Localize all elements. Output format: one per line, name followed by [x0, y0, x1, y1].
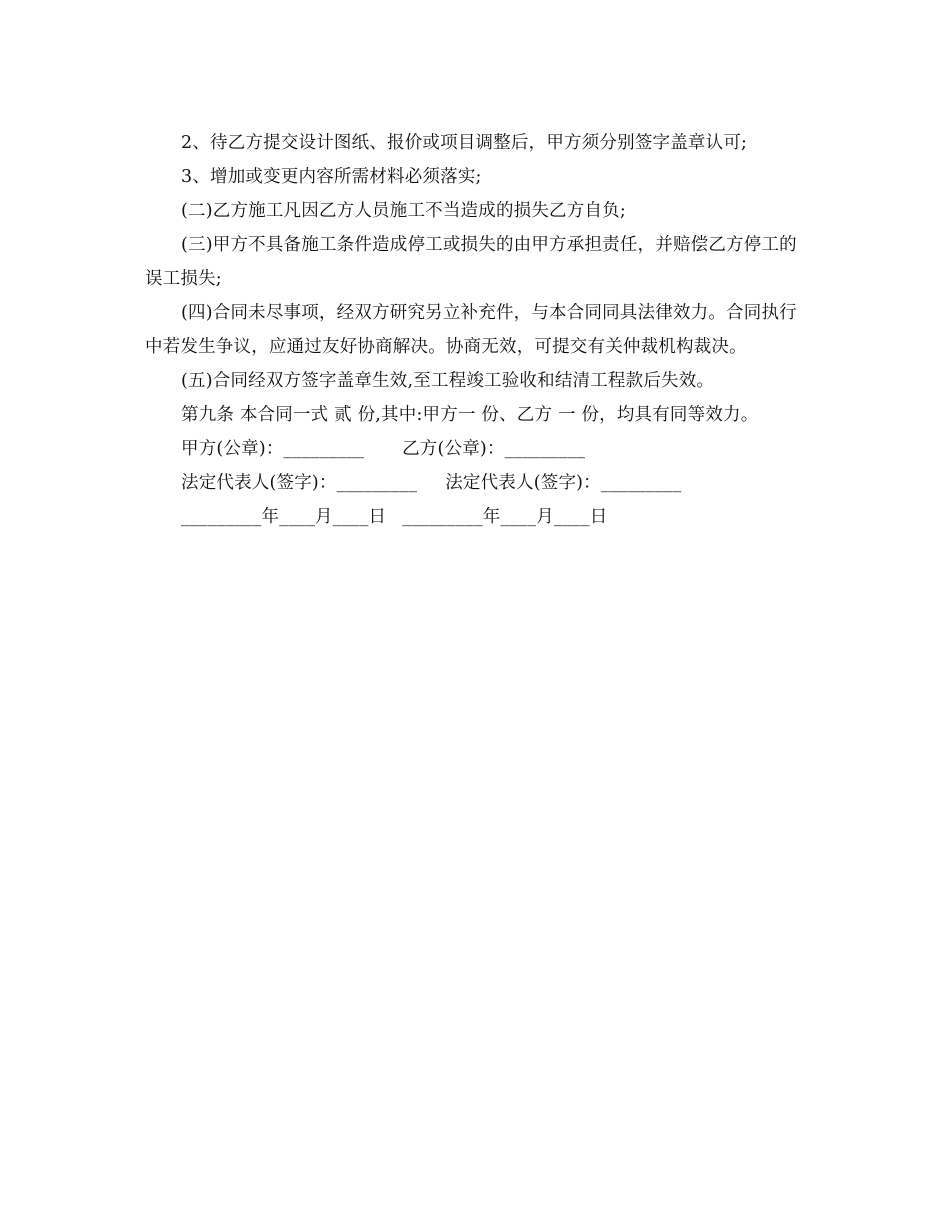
party-a-date-field: _________年____月____日: [181, 507, 387, 527]
clause-2-design-approval: 2、待乙方提交设计图纸、报价或项目调整后，甲方须分别签字盖章认可;: [181, 133, 748, 153]
clause-two-loss-liability: (二)乙方施工凡因乙方人员施工不当造成的损失乙方自负;: [181, 201, 626, 221]
document-body: [145, 126, 805, 534]
article-nine-copies: 第九条 本合同一式 贰 份,其中:甲方一 份、乙方 一 份，均具有同等效力。: [181, 405, 759, 425]
party-b-representative-field: 法定代表人(签字)：_________: [445, 473, 682, 493]
party-b-seal-field: 乙方(公章)：_________: [402, 439, 586, 459]
seal-row: [145, 432, 805, 466]
date-row: [145, 500, 805, 534]
clause-3-materials: 3、增加或变更内容所需材料必须落实;: [181, 167, 482, 187]
clause-four-disputes: (四)合同未尽事项，经双方研究另立补充件，与本合同同具法律效力。合同执行中若发生争议，应通过友好协商解决。协商无效，可提交有关仲裁机构裁决。: [145, 303, 797, 357]
party-a-representative-field: 法定代表人(签字)：_________: [181, 473, 418, 493]
representative-row: [145, 466, 805, 500]
clause-five-effectiveness: (五)合同经双方签字盖章生效,至工程竣工验收和结清工程款后失效。: [181, 371, 715, 391]
clause-three-work-stoppage: (三)甲方不具备施工条件造成停工或损失的由甲方承担责任，并赔偿乙方停工的误工损失;: [145, 235, 797, 289]
party-a-seal-field: 甲方(公章)：_________: [181, 439, 365, 459]
party-b-date-field: _________年____月____日: [402, 507, 608, 527]
